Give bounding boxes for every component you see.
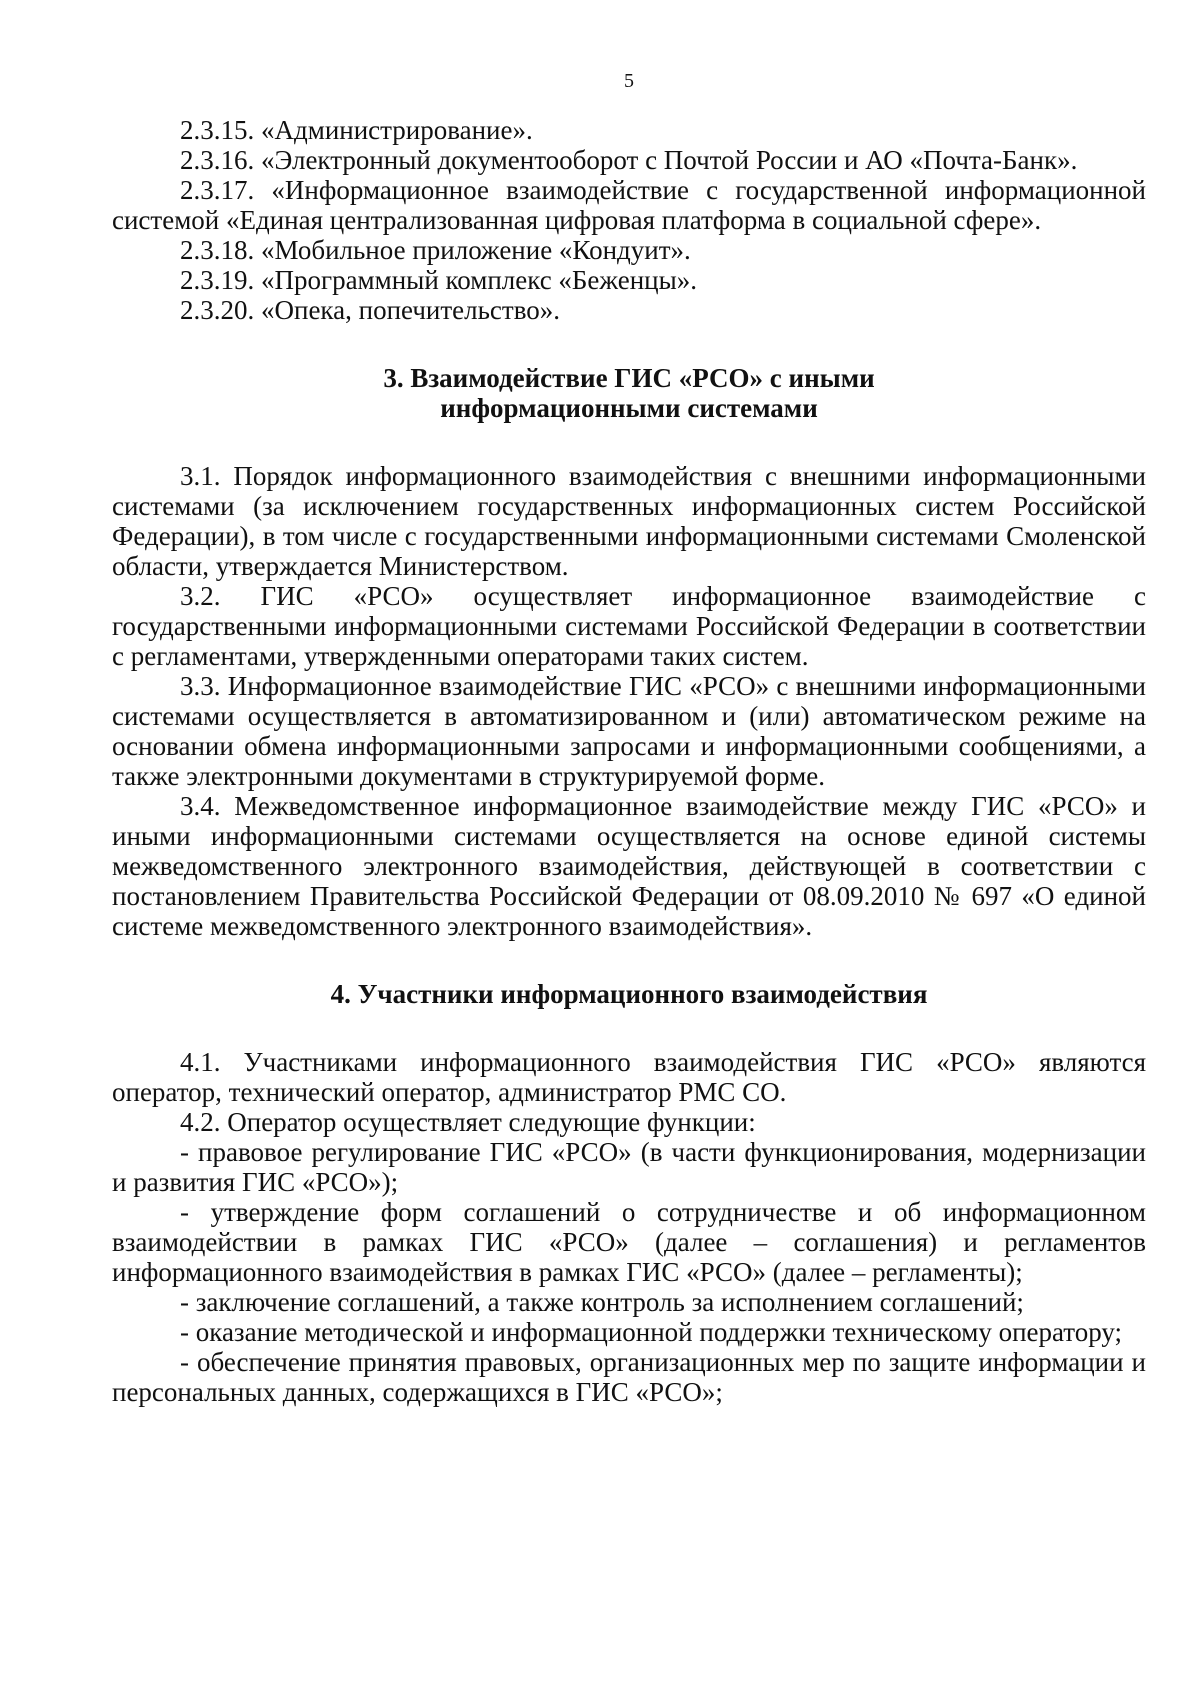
item-2-3-20: 2.3.20. «Опека, попечительство». xyxy=(180,295,561,325)
item-2-3-15: 2.3.15. «Администрирование». xyxy=(180,115,533,145)
item-2-3-19: 2.3.19. «Программный комплекс «Беженцы». xyxy=(180,265,697,295)
item-2-3-17: 2.3.17. «Информационное взаимодействие с государственной информационной системой «Единая централизованная цифровая платформа в социальной сфере». xyxy=(112,175,1146,235)
list-item-methodical-support: - оказание методической и информационной поддержки техническому оператору; xyxy=(180,1317,1123,1347)
list-item-legal-regulation: - правовое регулирование ГИС «РСО» (в части функционирования, модернизации и развития ГИС «РСО»); xyxy=(112,1137,1146,1197)
paragraph-3-1: 3.1. Порядок информационного взаимодействия с внешними информационными системами (за исключением государственных информационных систем Российской Федерации), в том числе с государственными информационными системами Смоленской области, утверждается Министерством. xyxy=(112,461,1146,581)
paragraph-4-2: 4.2. Оператор осуществляет следующие функции: xyxy=(180,1107,756,1137)
paragraph-3-3: 3.3. Информационное взаимодействие ГИС «РСО» с внешними информационными системами осуществляется в автоматизированном и (или) автоматическом режиме на основании обмена информационными запросами и информационными сообщениями, а также электронными документами в структурируемой форме. xyxy=(112,671,1146,791)
list-item-information-protection: - обеспечение принятия правовых, организационных мер по защите информации и персональных данных, содержащихся в ГИС «РСО»; xyxy=(112,1347,1146,1407)
page-number: 5 xyxy=(624,70,634,92)
section-3-heading-line1: 3. Взаимодействие ГИС «РСО» с иными xyxy=(383,363,875,393)
section-4-heading: 4. Участники информационного взаимодействия xyxy=(330,979,928,1009)
document-body xyxy=(112,115,1146,1407)
section-3-heading xyxy=(112,363,1146,423)
item-2-3-16: 2.3.16. «Электронный документооборот с Почтой России и АО «Почта-Банк». xyxy=(180,145,1078,175)
item-2-3-18: 2.3.18. «Мобильное приложение «Кондуит». xyxy=(180,235,691,265)
paragraph-3-2: 3.2. ГИС «РСО» осуществляет информационное взаимодействие с государственными информационными системами Российской Федерации в соответствии с регламентами, утвержденными операторами таких систем. xyxy=(112,581,1146,671)
list-item-conclusion-of-agreements: - заключение соглашений, а также контроль за исполнением соглашений; xyxy=(180,1287,1024,1317)
list-item-approval-of-forms: - утверждение форм соглашений о сотрудничестве и об информационном взаимодействии в рамках ГИС «РСО» (далее – соглашения) и регламентов информационного взаимодействия в рамках ГИС «РСО» (далее – регламенты); xyxy=(112,1197,1146,1287)
section-3-heading-line2: информационными системами xyxy=(440,393,818,423)
paragraph-4-1: 4.1. Участниками информационного взаимодействия ГИС «РСО» являются оператор, технический оператор, администратор РМС СО. xyxy=(112,1047,1146,1107)
paragraph-3-4: 3.4. Межведомственное информационное взаимодействие между ГИС «РСО» и иными информационными системами осуществляется на основе единой системы межведомственного электронного взаимодействия, действующей в соответствии с постановлением Правительства Российской Федерации от 08.09.2010 № 697 «О единой системе межведомственного электронного взаимодействия». xyxy=(112,791,1146,941)
